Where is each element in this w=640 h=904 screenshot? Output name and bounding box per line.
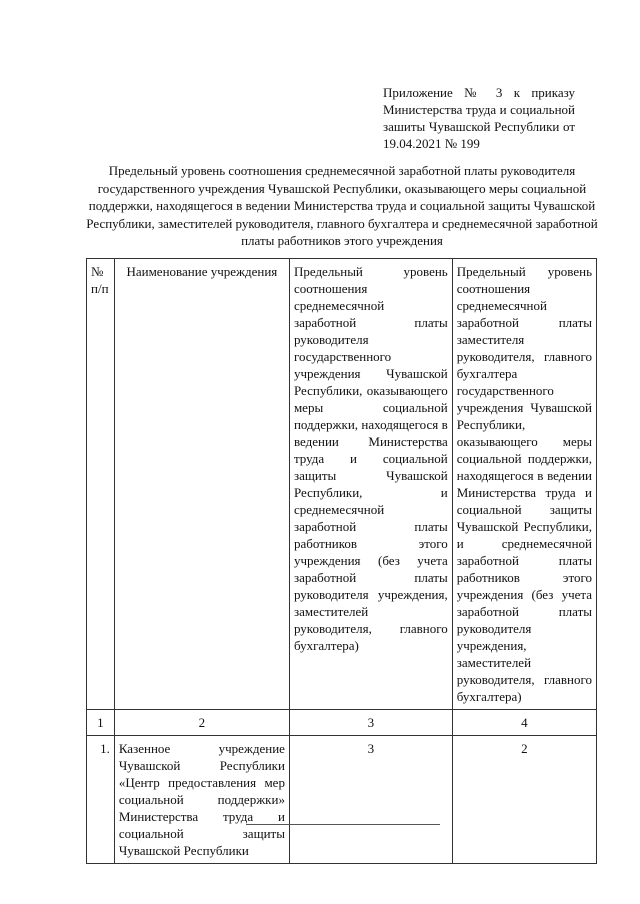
header-ratio-head: Предельный уровень соотношения среднемесячной заработной платы руководителя государственного учреждения Чувашской Республики, оказывающего меры социальной поддержки, находящегося в ведении Министерства труда и социальной защиты Чувашской Республики, и среднемесячной заработной платы работников этого учреждения (без учета заработной платы руководителя учреждения, заместителей руководителя, главного бухгалтера): [289, 259, 452, 710]
header-ratio-deputy: Предельный уровень соотношения среднемесячной заработной платы заместителя руководителя, главного бухгалтера государственного учреждения Чувашской Республики, оказывающего меры социальной поддержки, находящегося в ведении Министерства труда и социальной защиты Чувашской Республики, и среднемесячной заработной платы работников этого учреждения (без учета заработной платы руководителя учреждения, заместителей руководителя, главного бухгалтера): [452, 259, 596, 710]
column-number-row: [87, 710, 597, 736]
row-ratio-deputy: 2: [452, 736, 596, 864]
row-num: 1.: [87, 736, 115, 864]
column-number: 3: [289, 710, 452, 736]
table-header-row: [87, 259, 597, 710]
header-num: № п/п: [87, 259, 115, 710]
column-number: 4: [452, 710, 596, 736]
column-number: 1: [87, 710, 115, 736]
appendix-note: [383, 84, 575, 152]
row-ratio-head: 3: [289, 736, 452, 864]
ratio-table: [86, 258, 597, 864]
table-row: [87, 736, 597, 864]
document-heading: [86, 162, 598, 250]
row-name: Казенное учреждение Чувашской Республики «Центр предоставления мер социальной поддержки» Министерства труда и социальной защиты Чувашской Республики: [114, 736, 289, 864]
header-name: Наименование учреждения: [114, 259, 289, 710]
heading-text: Предельный уровень соотношения среднемесячной заработной платы руководителя государственного учреждения Чувашской Республики, оказывающего меры социальной поддержки, находящегося в ведении Министерства труда и социальной защиты Чувашской Республики, заместителей руководителя, главного бухгалтера и среднемесячной заработной платы работников этого учреждения: [86, 163, 598, 248]
footer-rule: [246, 824, 440, 825]
appendix-text: Приложение № 3 к приказу Министерства труда и социальной зашиты Чувашской Республики от 19.04.2021 № 199: [383, 85, 575, 151]
column-number: 2: [114, 710, 289, 736]
